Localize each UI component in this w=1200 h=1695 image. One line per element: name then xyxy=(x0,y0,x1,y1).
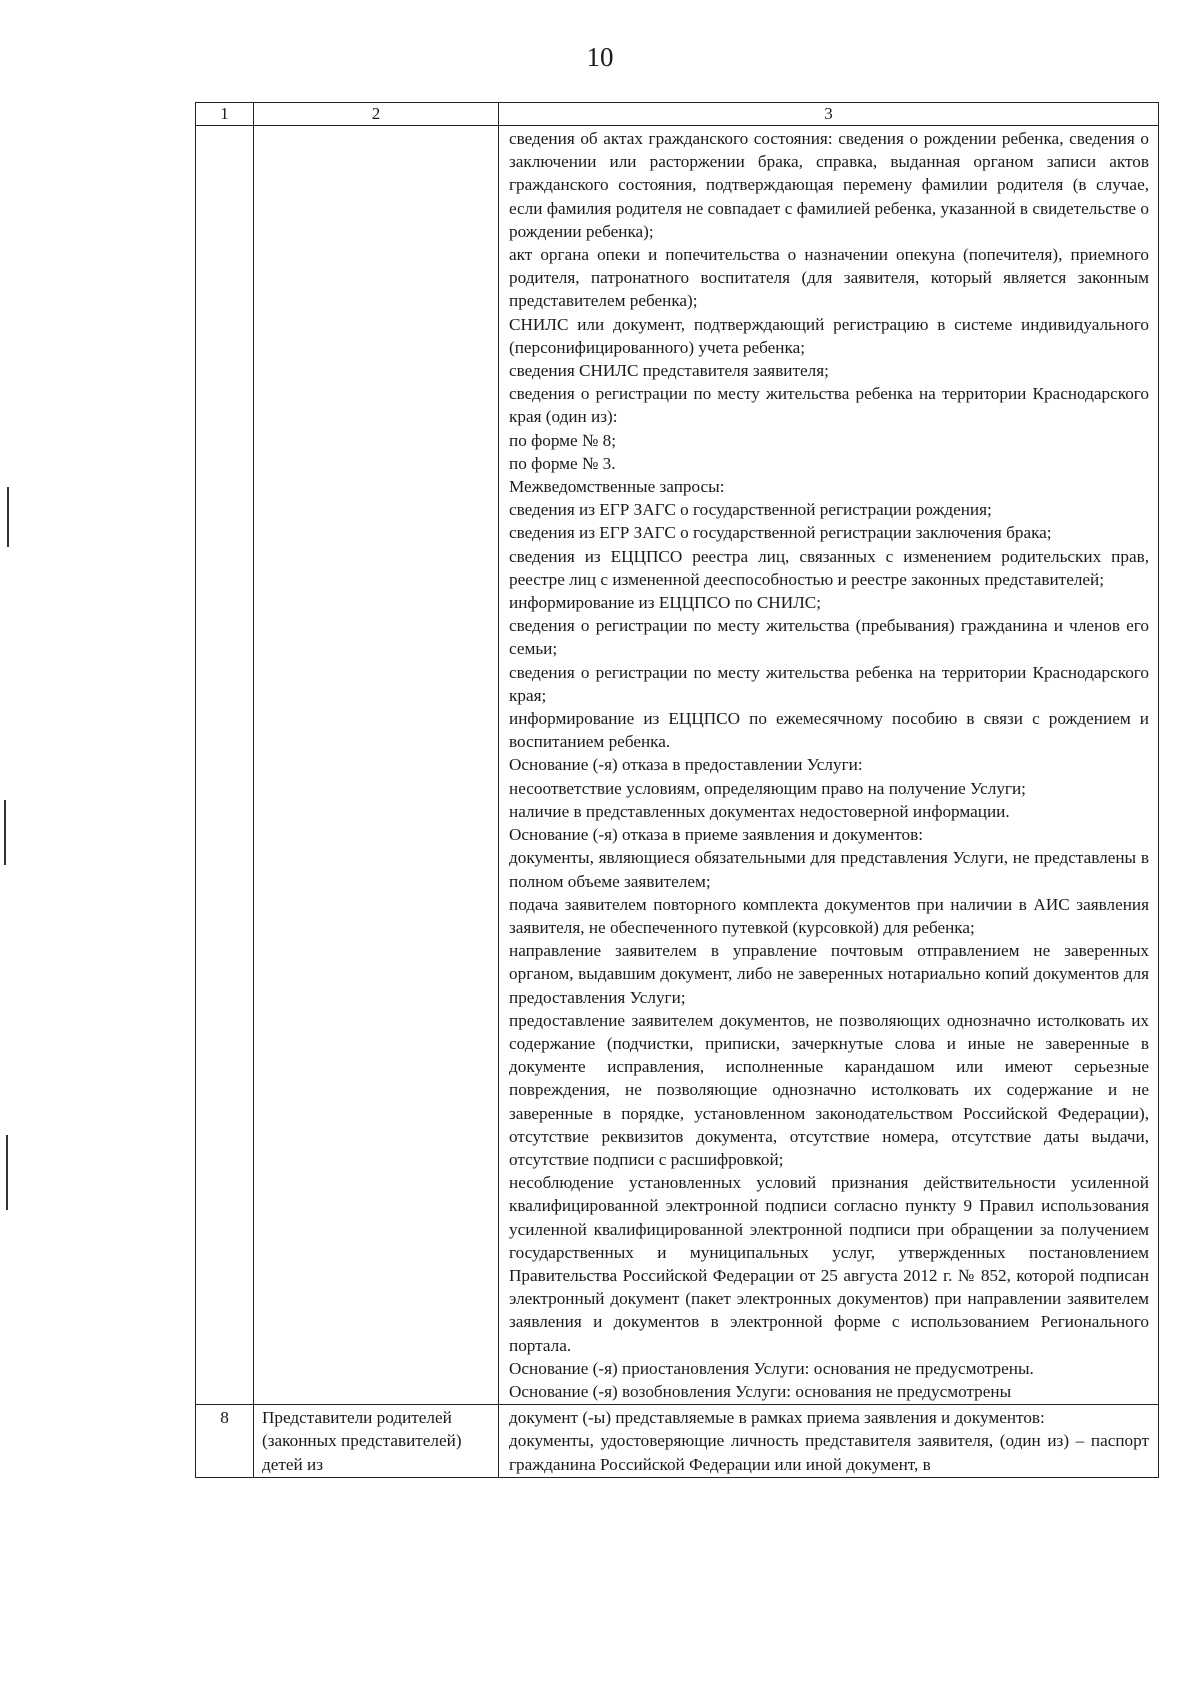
paragraph: подача заявителем повторного комплекта документов при наличии в АИС заявления заявителя, не обеспеченного путевкой (курсовкой) для ребенка; xyxy=(509,894,1149,937)
row-8-recipient-category: Представители родителей (законных представителей) детей из xyxy=(262,1408,462,1474)
paragraph: информирование из ЕЦЦПСО по СНИЛС; xyxy=(509,593,822,613)
table-row-continued xyxy=(196,126,1159,1405)
row-8-col-1 xyxy=(196,1405,254,1478)
paragraph: СНИЛС или документ, подтверждающий регистрацию в системе индивидуального (персонифицированного) учета ребенка; xyxy=(509,314,1149,357)
row-8-text xyxy=(499,1405,1158,1477)
row-continued-col-2 xyxy=(254,126,499,1405)
paragraph: наличие в представленных документах недостоверной информации. xyxy=(509,801,1010,821)
paragraph: документы, удостоверяющие личность представителя заявителя, (один из) – паспорт гражданина Российской Федерации или иной документ, в xyxy=(509,1431,1149,1474)
row-number: 8 xyxy=(220,1408,229,1428)
row-continued-col-3 xyxy=(499,126,1159,1405)
paragraph: Межведомственные запросы: xyxy=(509,477,725,497)
scan-mark xyxy=(4,800,6,865)
paragraph: документ (-ы) представляемые в рамках приема заявления и документов: xyxy=(509,1408,1045,1428)
header-col-3: 3 xyxy=(499,103,1159,126)
paragraph: сведения о регистрации по месту жительства ребенка на территории Краснодарского края; xyxy=(509,662,1149,705)
paragraph: несоблюдение установленных условий признания действительности усиленной квалифицированной электронной подписи согласно пункту 9 Правил использования усиленной квалифицированной электронной подписи при обращении за получением государственных и муниципальных услуг, утвержденных постановлением Правительства Российской Федерации от 25 августа 2012 г. № 852, которой подписан электронный документ (пакет электронных документов) при направлении заявителем заявления и документов в электронной форме с использованием Регионального портала. xyxy=(509,1173,1149,1355)
scan-mark xyxy=(7,487,9,547)
paragraph: документы, являющиеся обязательными для представления Услуги, не представлены в полном объеме заявителем; xyxy=(509,848,1149,891)
paragraph: сведения об актах гражданского состояния: сведения о рождении ребенка, сведения о заключении или расторжении брака, справка, выданная органом записи актов гражданского состояния, подтверждающая перемену фамилии родителя (в случае, если фамилия родителя не совпадает с фамилией ребенка, указанной в свидетельстве о рождении ребенка); xyxy=(509,129,1149,241)
paragraph: предоставление заявителем документов, не позволяющих однозначно истолковать их содержание (подчистки, приписки, зачеркнутые слова и иные не заверенные в документе исправления, исполненные карандашом или имеют серьезные повреждения, не позволяющие однозначно истолковать их содержание и не заверенные в порядке, установленном законодательством Российской Федерации), отсутствие реквизитов документа, отсутствие номера, отсутствие даты выдачи, отсутствие подписи с расшифровкой; xyxy=(509,1010,1149,1169)
paragraph: информирование из ЕЦЦПСО по ежемесячному пособию в связи с рождением и воспитанием ребенка. xyxy=(509,709,1149,752)
scan-mark xyxy=(6,1135,8,1210)
paragraph: по форме № 8; xyxy=(509,430,617,450)
header-col-1: 1 xyxy=(196,103,254,126)
paragraph: сведения о регистрации по месту жительства ребенка на территории Краснодарского края (один из): xyxy=(509,384,1149,427)
paragraph: Основание (-я) приостановления Услуги: основания не предусмотрены. xyxy=(509,1358,1034,1378)
row-continued-text xyxy=(499,126,1158,1404)
paragraph: акт органа опеки и попечительства о назначении опекуна (попечителя), приемного родителя, патронатного воспитателя (для заявителя, который является законным представителем ребенка); xyxy=(509,245,1149,311)
paragraph: Основание (-я) возобновления Услуги: основания не предусмотрены xyxy=(509,1381,1012,1401)
paragraph: Основание (-я) отказа в предоставлении Услуги: xyxy=(509,755,863,775)
page-number: 10 xyxy=(586,42,614,72)
paragraph: сведения СНИЛС представителя заявителя; xyxy=(509,361,829,381)
row-continued-col-1 xyxy=(196,126,254,1405)
row-8-col-3 xyxy=(499,1405,1159,1478)
paragraph: сведения из ЕГР ЗАГС о государственной регистрации рождения; xyxy=(509,500,992,520)
table-row-8 xyxy=(196,1405,1159,1478)
table-header-row xyxy=(196,103,1159,126)
paragraph: сведения из ЕЦЦПСО реестра лиц, связанных с изменением родительских прав, реестре лиц с измененной дееспособностью и реестре законных представителей; xyxy=(509,546,1149,589)
paragraph: по форме № 3. xyxy=(509,453,616,473)
header-col-2: 2 xyxy=(254,103,499,126)
paragraph: сведения о регистрации по месту жительства (пребывания) гражданина и членов его семьи; xyxy=(509,616,1149,659)
paragraph: сведения из ЕГР ЗАГС о государственной регистрации заключения брака; xyxy=(509,523,1052,543)
paragraph: Основание (-я) отказа в приеме заявления и документов: xyxy=(509,825,923,845)
row-8-col-2 xyxy=(254,1405,499,1478)
services-table xyxy=(195,102,1159,1478)
paragraph: несоответствие условиям, определяющим право на получение Услуги; xyxy=(509,778,1026,798)
paragraph: направление заявителем в управление почтовым отправлением не заверенных органом, выдавшим документ, либо не заверенных нотариально копий документов для предоставления Услуги; xyxy=(509,941,1149,1007)
